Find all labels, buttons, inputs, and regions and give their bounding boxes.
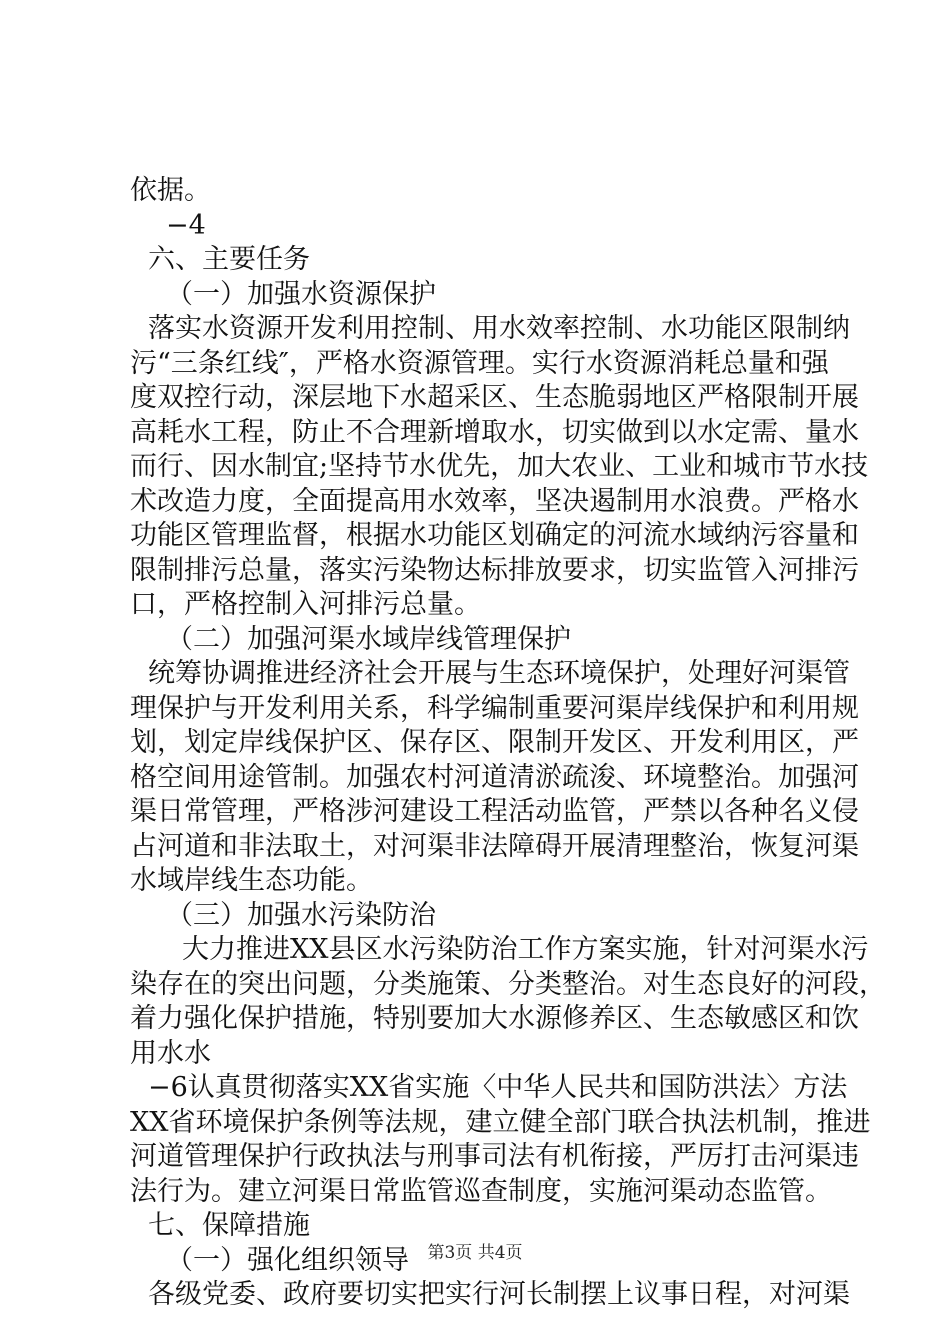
paragraph-line: 落实水资源开发利用控制、用水效率控制、水功能区限制纳 [148,313,850,344]
paragraph-line: −6认真贯彻落实XX省实施〈中华人民共和国防洪法〉方法 [148,1072,848,1103]
paragraph-line: 污“三条红线″，严格水资源管理。实行水资源消耗总量和强 [130,347,829,379]
paragraph-line: 着力强化保护措施，特别要加大水源修养区、生态敏感区和饮 [130,1003,859,1034]
paragraph-line: 染存在的突出问题，分类施策、分类整治。对生态良好的河段， [130,968,886,1000]
section-heading-main-tasks: 六、主要任务 [148,244,310,275]
paragraph-line: 格空间用途管制。加强农村河道清淤疏浚、环境整治。加强河 [130,761,859,793]
paragraph-line: 而行、因水制宜;坚持节水优先，加大农业、工业和城市节水技 [130,451,869,482]
section-heading-safeguards: 七、保障措施 [148,1210,310,1241]
paragraph-line: 理保护与开发利用关系，科学编制重要河渠岸线保护和利用规 [130,692,859,724]
subsection-heading-shoreline: （二）加强河渠水域岸线管理保护 [166,623,571,655]
subsection-heading-water-resources: （一）加强水资源保护 [166,278,436,310]
paragraph-line: 渠日常管理，严格涉河建设工程活动监管，严禁以各种名义侵 [130,796,859,827]
paragraph-continuation: 依据。 [130,175,211,206]
paragraph-line: 统筹协调推进经济社会开展与生态环境保护，处理好河渠管 [148,658,850,689]
paragraph-line: 术改造力度，全面提高用水效率，坚决遏制用水浪费。严格水 [130,485,859,517]
paragraph-line: 河道管理保护行政执法与刑事司法有机衔接，严厉打击河渠违 [130,1141,859,1172]
paragraph-line: 大力推进XX县区水污染防治工作方案实施，针对河渠水污 [182,934,869,965]
paragraph-line: 水域岸线生态功能。 [130,865,373,896]
page-footer: 第3页 共4页 [427,1243,523,1263]
paragraph-line: 功能区管理监督，根据水功能区划确定的河流水域纳污容量和 [130,520,859,551]
paragraph-line: 限制排污总量，落实污染物达标排放要求，切实监管入河排污 [130,554,859,586]
paragraph-line: XX省环境保护条例等法规，建立健全部门联合执法机制，推进 [130,1106,871,1138]
subsection-heading-leadership: （一）强化组织领导 [166,1244,409,1276]
paragraph-line: 用水水 [130,1037,211,1069]
paragraph-line: 各级党委、政府要切实把实行河长制摆上议事日程，对河渠 [148,1279,850,1310]
paragraph-line: 口，严格控制入河排污总量。 [130,589,481,620]
subsection-heading-pollution: （三）加强水污染防治 [166,899,436,931]
paragraph-line: 法行为。建立河渠日常监管巡查制度，实施河渠动态监管。 [130,1175,832,1207]
document-body [130,174,886,1313]
paragraph-line: 占河道和非法取土，对河渠非法障碍开展清理整治，恢复河渠 [130,830,859,862]
page-marker: −4 [166,209,206,241]
paragraph-line: 高耗水工程，防止不合理新增取水，切实做到以水定需、量水 [130,416,859,448]
paragraph-line: 度双控行动，深层地下水超采区、生态脆弱地区严格限制开展 [130,382,859,413]
paragraph-line: 划，划定岸线保护区、保存区、限制开发区、开发利用区，严 [130,727,859,758]
